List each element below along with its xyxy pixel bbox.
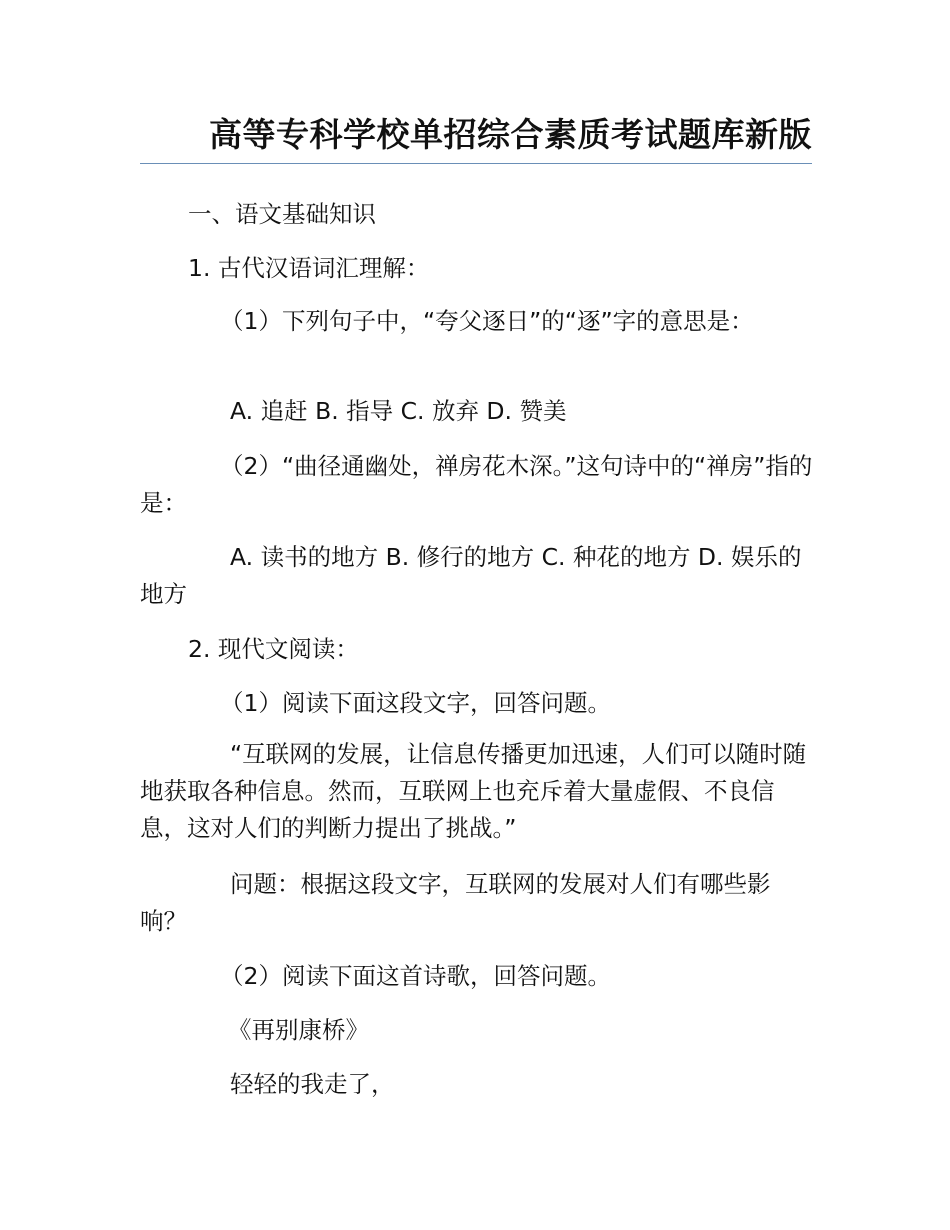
question-text: （2）“曲径通幽处，禅房花木深。”这句诗中的“禅房”指的是： — [140, 452, 813, 517]
question-text: （1）下列句子中，“夸父逐日”的“逐”字的意思是： — [220, 307, 754, 335]
answer-options: A. 读书的地方 B. 修行的地方 C. 种花的地方 D. 娱乐的地方 — [140, 543, 802, 608]
answer-options: A. 追赶 B. 指导 C. 放弃 D. 赞美 — [230, 397, 567, 425]
poem-line: 轻轻的我走了， — [230, 1070, 395, 1098]
section-heading: 一、语文基础知识 — [188, 200, 376, 228]
title-underline — [140, 163, 812, 164]
document-title: 高等专科学校单招综合素质考试题库新版 — [209, 115, 812, 154]
question-heading: 2. 现代文阅读： — [188, 635, 359, 663]
question-heading: 1. 古代汉语词汇理解： — [188, 254, 430, 282]
question-text: （2）阅读下面这首诗歌，回答问题。 — [220, 962, 611, 990]
poem-title: 《再别康桥》 — [228, 1016, 369, 1044]
question-text: （1）阅读下面这段文字，回答问题。 — [220, 689, 611, 717]
reading-passage: “互联网的发展，让信息传播更加迅速，人们可以随时随地获取各种信息。然而，互联网上也充斥着大量虚假、不良信息，这对人们的判断力提出了挑战。” — [140, 740, 807, 842]
question-text: 问题：根据这段文字，互联网的发展对人们有哪些影响？ — [140, 870, 771, 935]
